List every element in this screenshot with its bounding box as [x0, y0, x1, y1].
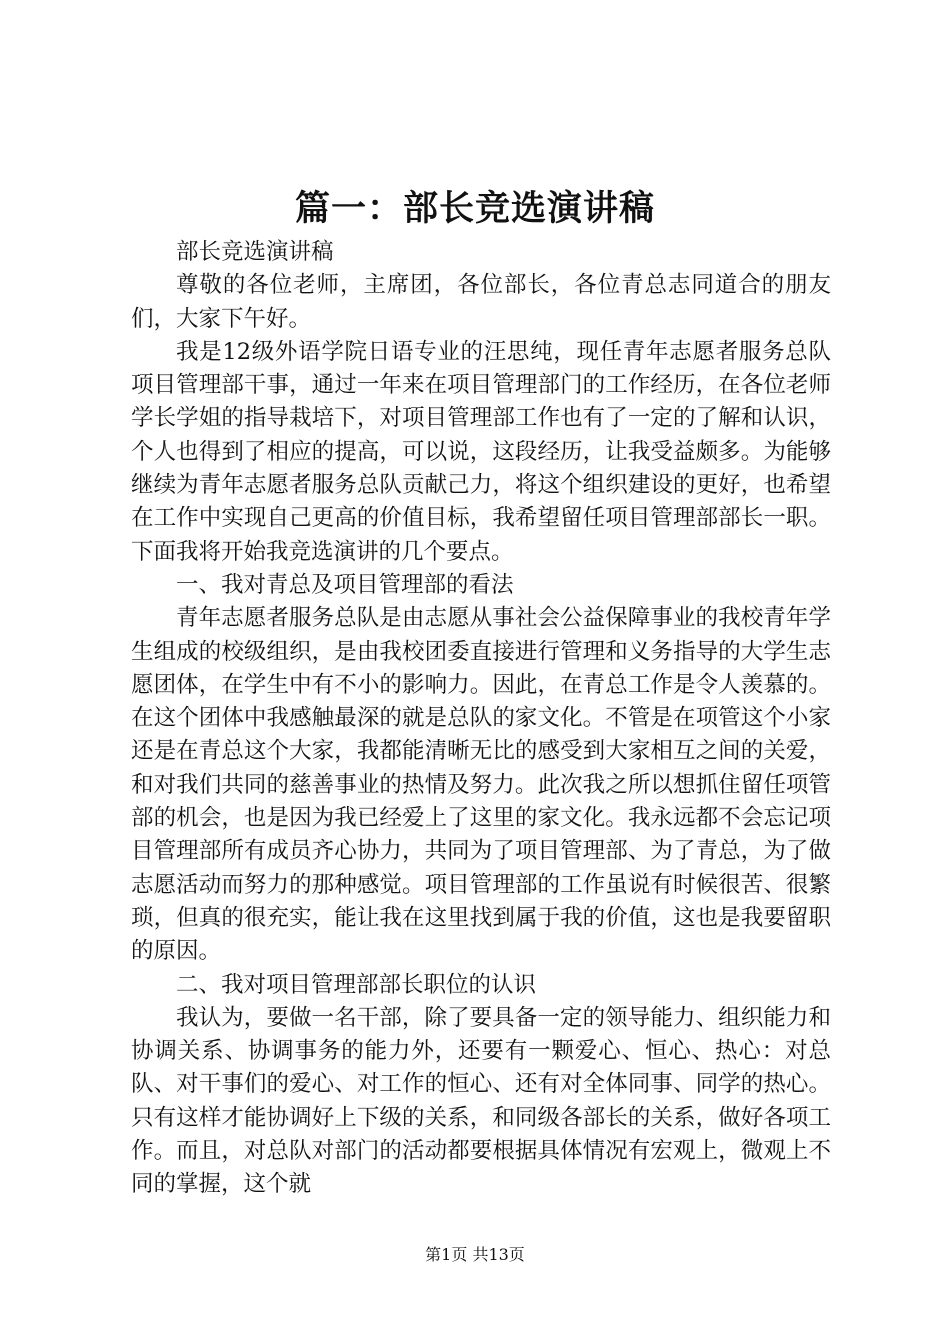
- paragraph-greeting: 尊敬的各位老师，主席团，各位部长，各位青总志同道合的朋友们，大家下午好。: [131, 272, 831, 332]
- document-title: 篇一：部长竞选演讲稿: [294, 188, 655, 229]
- document-body: [131, 236, 831, 1202]
- paragraph-section-2: 我认为，要做一名干部，除了要具备一定的领导能力、组织能力和协调关系、协调事务的能力外，还要有一颗爱心、恒心、热心：对总队、对干事们的爱心、对工作的恒心、还有对全体同事、同学的热心。只有这样才能协调好上下级的关系，和同级各部长的关系，做好各项工作。而且，对总队对部门的活动都要根据具体情况有宏观上，微观上不同的掌握，这个就: [131, 1004, 831, 1198]
- section-heading-2: 二、我对项目管理部部长职位的认识: [176, 971, 537, 998]
- paragraph-introduction: 我是12级外语学院日语专业的汪思纯，现任青年志愿者服务总队项目管理部干事，通过一年来在项目管理部门的工作经历，在各位老师学长学姐的指导栽培下，对项目管理部工作也有了一定的了解和认识，个人也得到了相应的提高，可以说，这段经历，让我受益颇多。为能够继续为青年志愿者服务总队贡献己力，将这个组织建设的更好，也希望在工作中实现自己更高的价值目标，我希望留任项目管理部部长一职。下面我将开始我竞选演讲的几个要点。: [131, 338, 831, 565]
- paragraph-section-1: 青年志愿者服务总队是由志愿从事社会公益保障事业的我校青年学生组成的校级组织，是由我校团委直接进行管理和义务指导的大学生志愿团体，在学生中有不小的影响力。因此，在青总工作是令人羡慕的。在这个团体中我感触最深的就是总队的家文化。不管是在项管这个小家还是在青总这个大家，我都能清晰无比的感受到大家相互之间的关爱，和对我们共同的慈善事业的热情及努力。此次我之所以想抓住留任项管部的机会，也是因为我已经爱上了这里的家文化。我永远都不会忘记项目管理部所有成员齐心协力，共同为了项目管理部、为了青总，为了做志愿活动而努力的那种感觉。项目管理部的工作虽说有时候很苦、很繁琐，但真的很充实，能让我在这里找到属于我的价值，这也是我要留职的原因。: [131, 605, 831, 965]
- page-footer: 第1页 共13页: [425, 1245, 525, 1264]
- section-heading-1: 一、我对青总及项目管理部的看法: [176, 571, 514, 598]
- paragraph-subtitle: 部长竞选演讲稿: [176, 239, 334, 265]
